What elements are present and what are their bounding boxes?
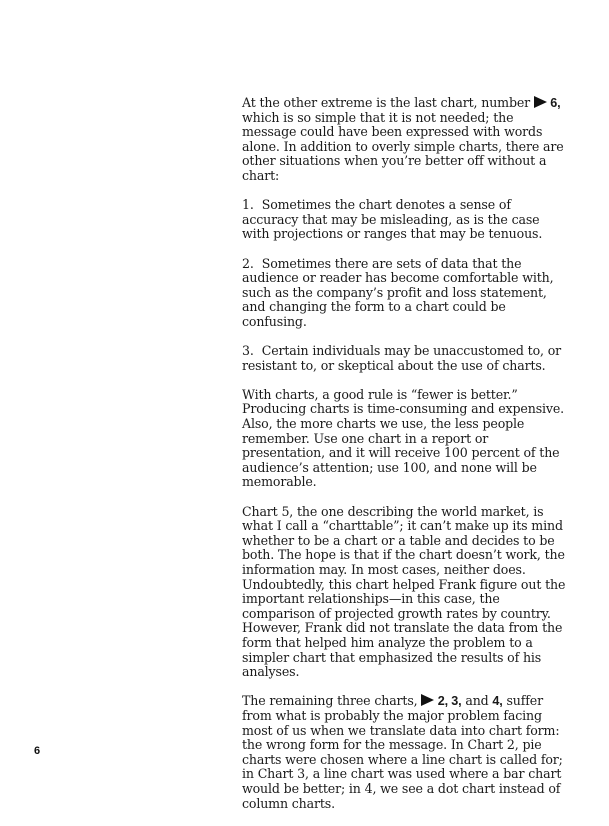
paragraph-remaining-charts: [242, 694, 568, 811]
pointer-arrow-icon: [421, 694, 434, 706]
pointer-arrow-icon: [534, 96, 547, 108]
paragraph-text: At the other extreme is the last chart, number: [242, 95, 534, 110]
chart-reference-number: 6,: [550, 96, 561, 110]
paragraph-last-chart: [242, 96, 568, 184]
list-item-text: Certain individuals may be unaccustomed to, or resistant to, or skeptical about the use of charts.: [242, 343, 562, 373]
list-item-text: Sometimes there are sets of data that the audience or reader has become comfortable with, such as the company’s profit and loss statement, and changing the form to a chart could be confusing.: [242, 255, 554, 329]
list-item-number: 3.: [242, 343, 254, 359]
chart-reference: [534, 96, 561, 110]
paragraph-text: and: [461, 693, 493, 709]
paragraph-chart-5: Chart 5, the one describing the world market, is what I call a “charttable”; it can’t make up its mind whether to be a chart or a table and decides to be both. The hope is that if the chart doesn’t work, the information may. In most cases, neither does. Undoubtedly, this chart helped Frank figure out the important relationships—in this case, the comparison of projected growth rates by country. However, Frank did not translate the data from the form that helped him analyze the problem to a simpler chart that emphasized the results of his analyses.: [242, 503, 566, 680]
list-item-1: [242, 198, 568, 242]
body-text-column: [242, 96, 568, 826]
list-item-3: [242, 344, 568, 373]
list-item-number: 2.: [242, 255, 254, 271]
paragraph-text: The remaining three charts,: [242, 693, 422, 709]
chart-reference-number: 4,: [492, 694, 503, 709]
list-item-text: Sometimes the chart denotes a sense of accuracy that may be misleading, as is the case with projections or ranges that may be tenuous.: [242, 197, 543, 242]
chart-reference: [421, 694, 461, 708]
list-item-number: 1.: [242, 197, 254, 213]
paragraph-text: which is so simple that it is not needed; the message could have been expressed with words alone. In addition to overly simple charts, there are other situations when you’re better off without a chart:: [242, 109, 564, 183]
chart-reference-number: 2, 3,: [437, 694, 462, 709]
paragraph-text: suffer from what is probably the major problem facing most of us when we translate data into chart form: the wrong form for the message. In Chart 2, pie charts were chosen where a line chart is called for; in Chart 3, a line chart was used where a bar chart would be better; in 4, we see a dot chart instead of column charts.: [242, 693, 563, 811]
page-number: 6: [34, 745, 41, 757]
paragraph-fewer-is-better: With charts, a good rule is “fewer is better.” Producing charts is time-consuming and expensive. Also, the more charts we use, the less people remember. Use one chart in a report or presentation, and it will receive 100 percent of the audience’s attention; use 100, and none will be memorable.: [242, 386, 565, 490]
list-item-2: [242, 257, 568, 330]
